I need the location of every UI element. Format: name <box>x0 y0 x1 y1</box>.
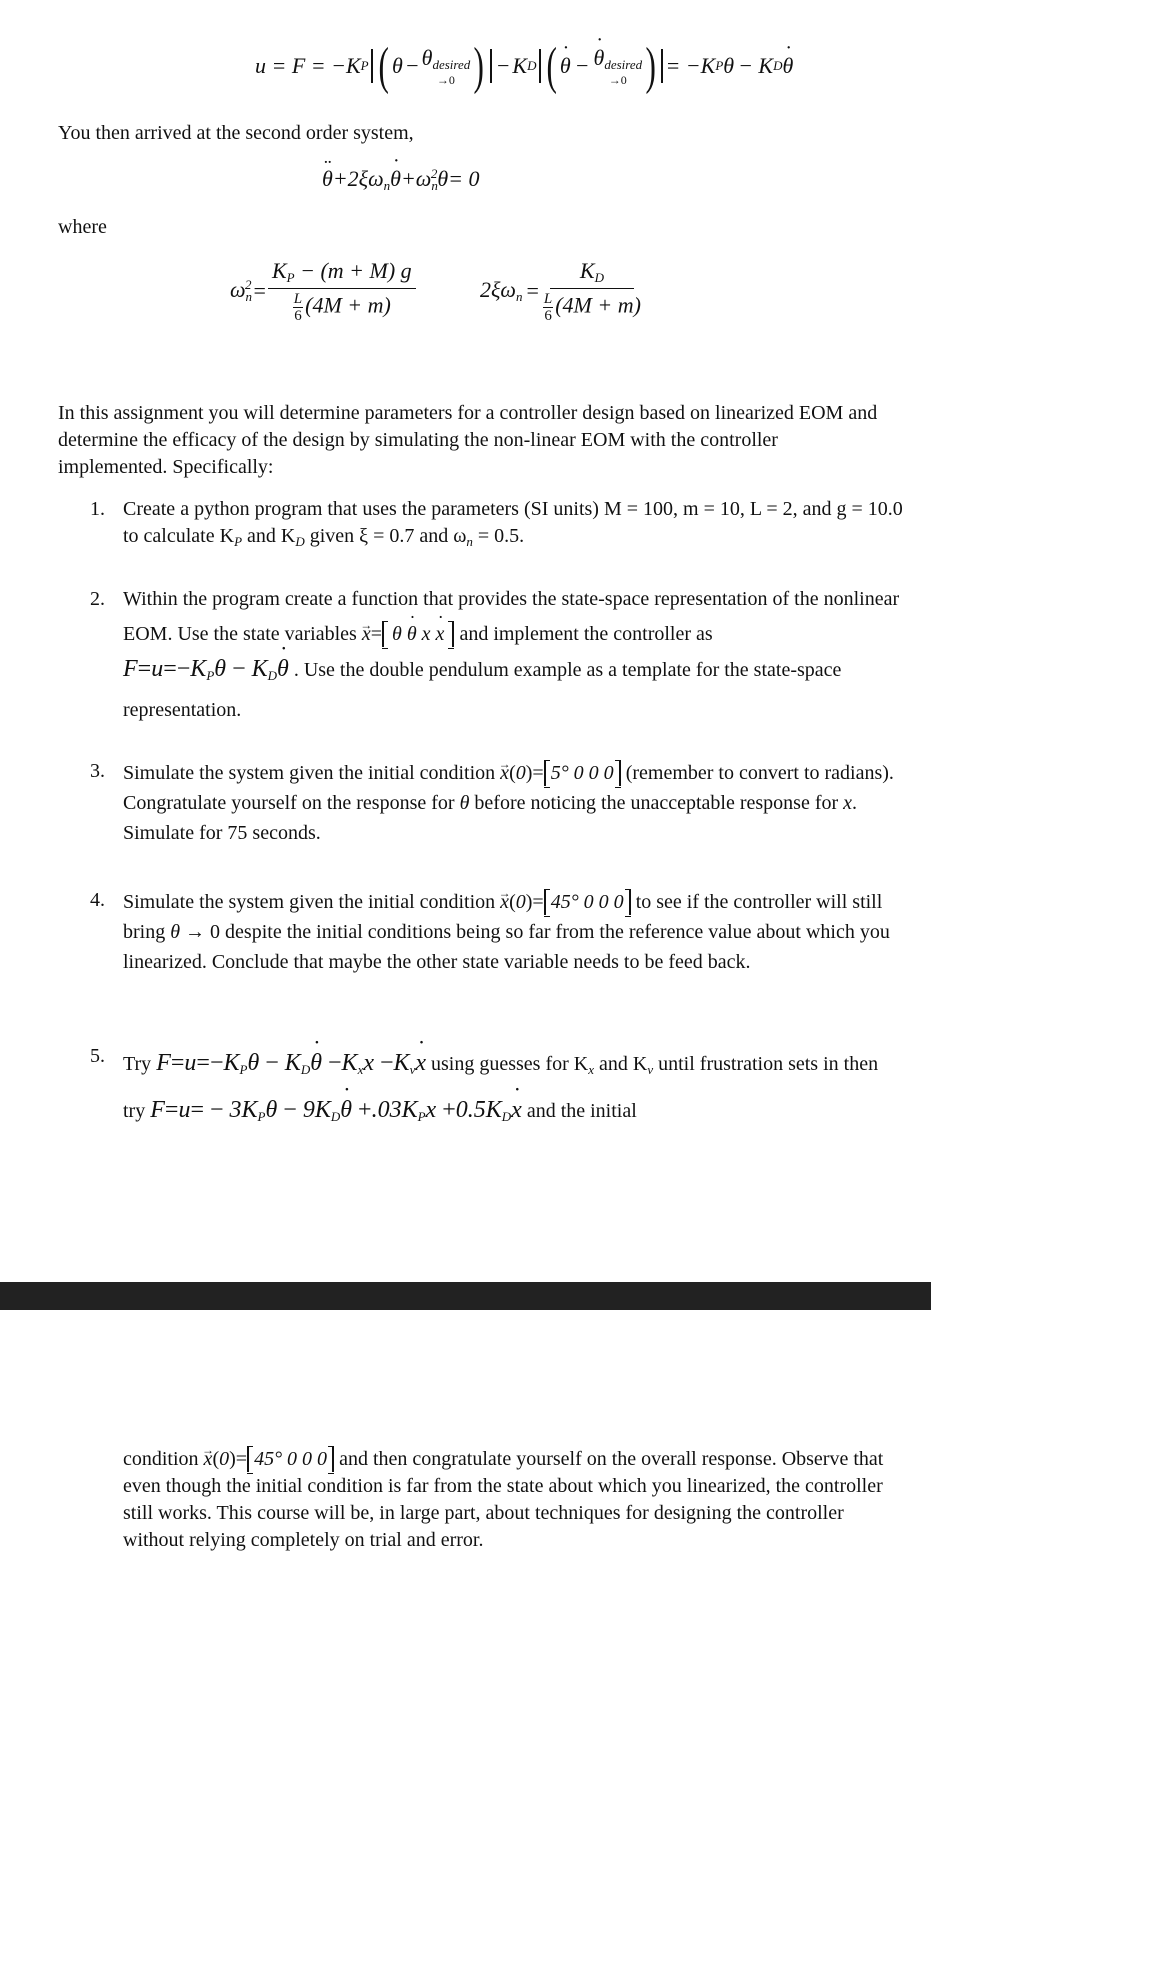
final-controller-equation: $F=u= - 3K_P\theta - 9K_D\theta$ ˙ $+.03K_Px +0.5K_Dx$ ˙ <box>150 1097 522 1123</box>
two-xi-fraction: $K_D$ $\frac{L}{6}$ (4M + m) <box>543 258 641 324</box>
initial-condition-45deg: x →(0)= 45° 0 0 0 <box>500 891 631 913</box>
where-label: where <box>58 216 107 238</box>
theta-dot-desired: θ $˙_{desired}$ →0 <box>594 45 643 87</box>
initial-condition-5deg: x →(0)= 5° 0 0 0 <box>500 762 621 784</box>
continuation-paragraph: condition x →(0)= 45° 0 0 0 and then congratulate yourself on the overall response. Observe that even though the initial condition is far from the state about which you linearized, the controller still works. This course will be, in large part, about techniques for designing the controller without relying completely on trial and error. <box>123 1446 903 1554</box>
list-item-2: 2. Within the program create a function that provides the state-space representation of the nonlinear EOM. Use the state variables x →= θ θ ˙ x x ˙ and implement the controller as $F=u=-K_P\theta - K_D\theta$ ˙ . Use the double pendulum example as a template for the state-space representation. <box>90 582 905 728</box>
list-item-3: 3. Simulate the system given the initial condition x →(0)= 5° 0 0 0 (remember to convert to radians). Congratulate yourself on the response for θ before noticing the unacceptable response for x. Simulate for 75 seconds. <box>90 758 905 848</box>
controller-equation: $F=u=-K_P\theta - K_D\theta$ ˙ <box>123 656 289 682</box>
omega-n-squared-equation: $\omega_n^2$ = $K_P - (m + M)$ g $\frac{L}{6}$ (4M + m) <box>230 258 416 324</box>
list-item-4: 4. Simulate the system given the initial condition x →(0)= 45° 0 0 0 to see if the controller will still bring θ → 0 despite the initial conditions being so far from the reference value about which you linearized. Conclude that maybe the other state variable needs to be feed back. <box>90 887 905 977</box>
omega-n-fraction: $K_P - (m + M)$ g $\frac{L}{6}$ (4M + m) <box>268 258 416 324</box>
state-vector: x →= θ θ ˙ x x ˙ <box>362 623 455 645</box>
trial-controller-equation: $F=u=-K_P\theta - K_D\theta$ ˙ $-K_xx -K_vx$ ˙ <box>156 1050 426 1076</box>
list-item-1: 1. Create a python program that uses the parameters (SI units) M = 100, m = 10, L = 2, and g = 10.0 to calculate $K_P$ and $K_D$ given ξ = 0.7 and $\omega_n = 0.5$. <box>90 498 903 549</box>
list-item-5: 5. Try $F=u=-K_P\theta - K_D\theta$ ˙ $-K_xx -K_vx$ ˙ using guesses for $K_x$ and $K_v$ until frustration sets in then try $F=u= - 3K_P\theta - 9K_D\theta$ ˙ $+.03K_Px +0.5K_Dx$ ˙ and the initial <box>90 1043 905 1137</box>
theta-desired: $\theta_{desired}$ →0 <box>421 45 471 87</box>
intro-text: You then arrived at the second order system, <box>58 122 414 144</box>
page-break-band <box>0 1282 931 1310</box>
two-xi-omega-equation: $2\xi\omega_n$ = $K_D$ $\frac{L}{6}$ (4M + m) <box>480 258 641 324</box>
control-law-equation: u = F = − K P ( θ − $\theta_{desired}$ →0 ) − K D ( θ ˙ − θ $˙_{desired}$ →0 ) = −K P θ − K D θ ˙ <box>255 36 793 96</box>
second-order-equation: θ $¨+2\xi\omega_n\theta$ $˙+\omega_n^2\theta= 0$ <box>322 166 480 194</box>
control-law-lhs: u = F = − <box>255 53 346 78</box>
assignment-paragraph: In this assignment you will determine parameters for a controller design based on linearized EOM and determine the efficacy of the design by simulating the non-linear EOM with the controller implemented. Specifically: <box>58 402 878 478</box>
initial-condition-45deg-final: x →(0)= 45° 0 0 0 <box>204 1448 335 1470</box>
